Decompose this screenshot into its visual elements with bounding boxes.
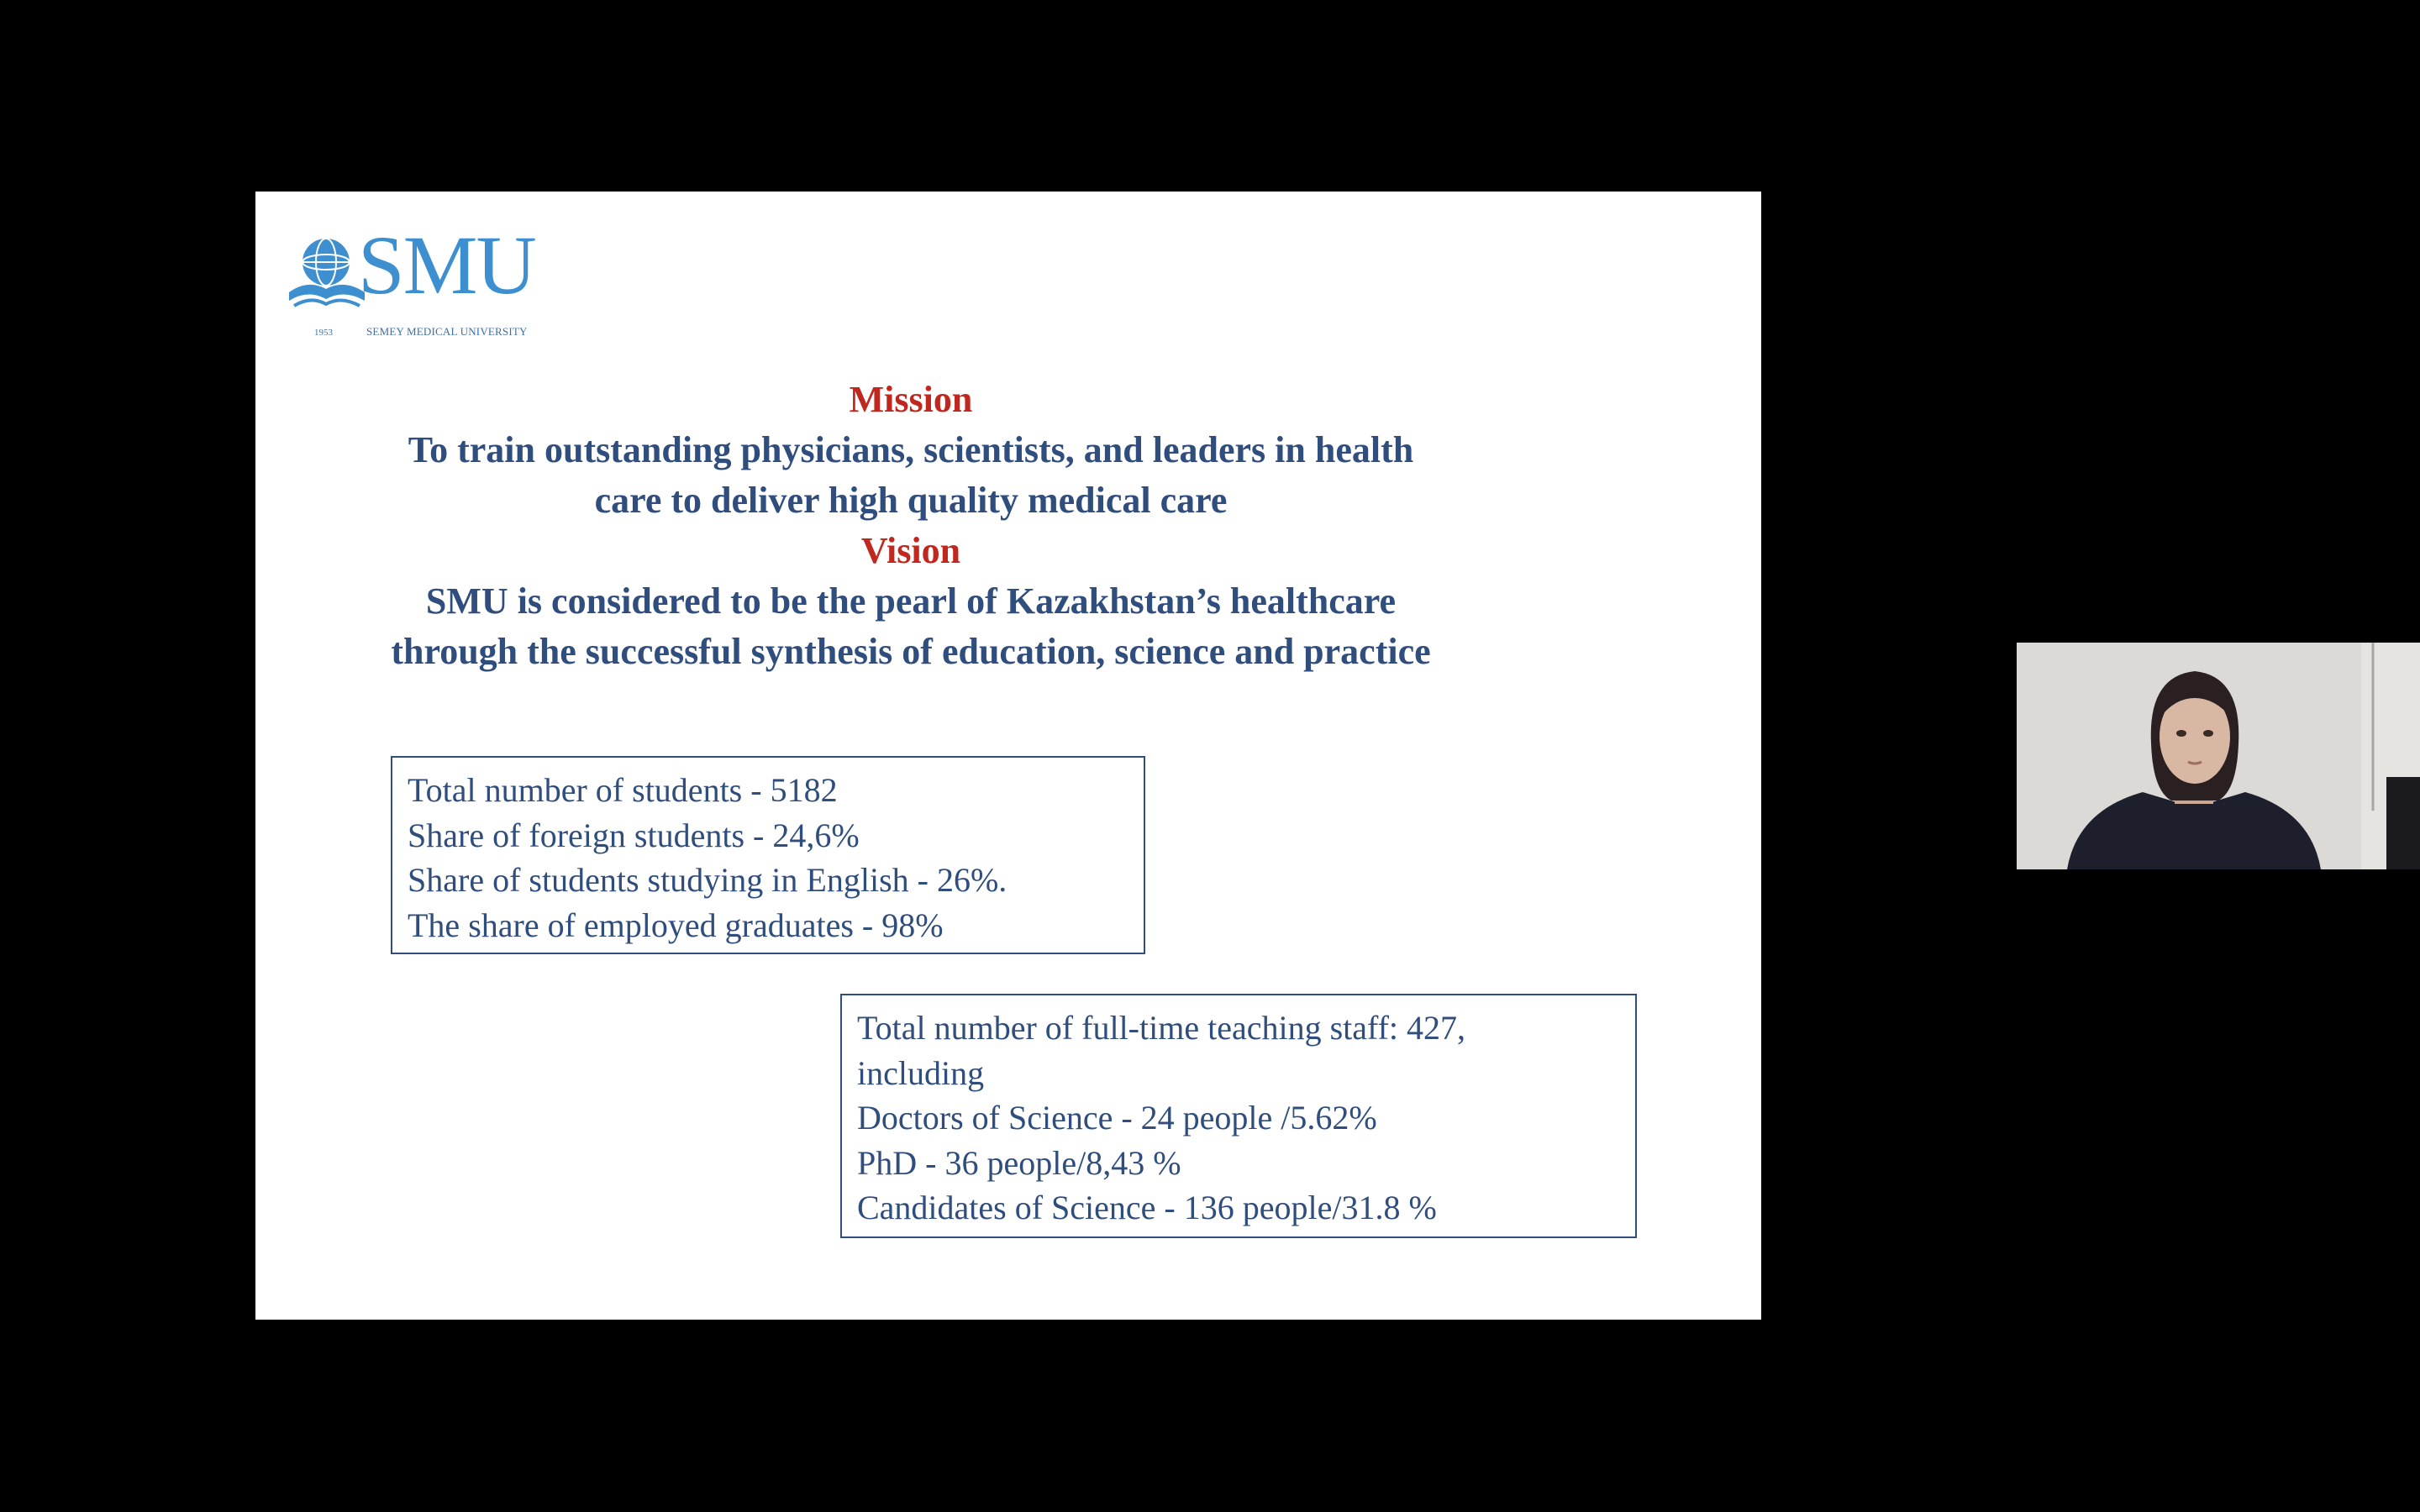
mission-line-1: To train outstanding physicians, scientists, and leaders in health (408, 429, 1414, 470)
presentation-slide (255, 192, 1761, 1320)
staff-stat-item: Doctors of Science - 24 people /5.62% (857, 1099, 1377, 1137)
staff-stat-item: Total number of full-time teaching staff: 427, (857, 1009, 1466, 1047)
presenter-video (2017, 643, 2420, 869)
students-stat-item: Share of foreign students - 24,6% (408, 816, 860, 854)
vision-line-2: through the successful synthesis of education, science and practice (391, 631, 1431, 672)
logo-name: SMU (358, 218, 535, 312)
mission-line-2: care to deliver high quality medical care (594, 480, 1228, 521)
mission-heading: Mission (849, 379, 973, 420)
students-stat-item: Share of students studying in English - 26%. (408, 861, 1007, 899)
smu-logo (286, 218, 563, 338)
staff-stat-item: Candidates of Science - 136 people/31.8 % (857, 1189, 1437, 1226)
students-stats-box (391, 756, 1145, 954)
logo-subtitle: SEMEY MEDICAL UNIVERSITY (366, 325, 528, 338)
logo-year: 1953 (314, 328, 333, 338)
students-stat-item: The share of employed graduates - 98% (408, 906, 944, 944)
vision-heading: Vision (860, 530, 961, 571)
vision-line-1: SMU is considered to be the pearl of Kazakhstan’s healthcare (425, 580, 1397, 622)
staff-stat-item: including (857, 1053, 985, 1092)
webcam-feed (2017, 643, 2420, 869)
students-stat-item: Total number of students - 5182 (408, 771, 838, 809)
staff-stats-box (840, 994, 1637, 1238)
globe-book-icon (286, 223, 370, 324)
staff-stat-item: PhD - 36 people/8,43 % (857, 1143, 1181, 1182)
mission-vision-block (255, 375, 1566, 677)
